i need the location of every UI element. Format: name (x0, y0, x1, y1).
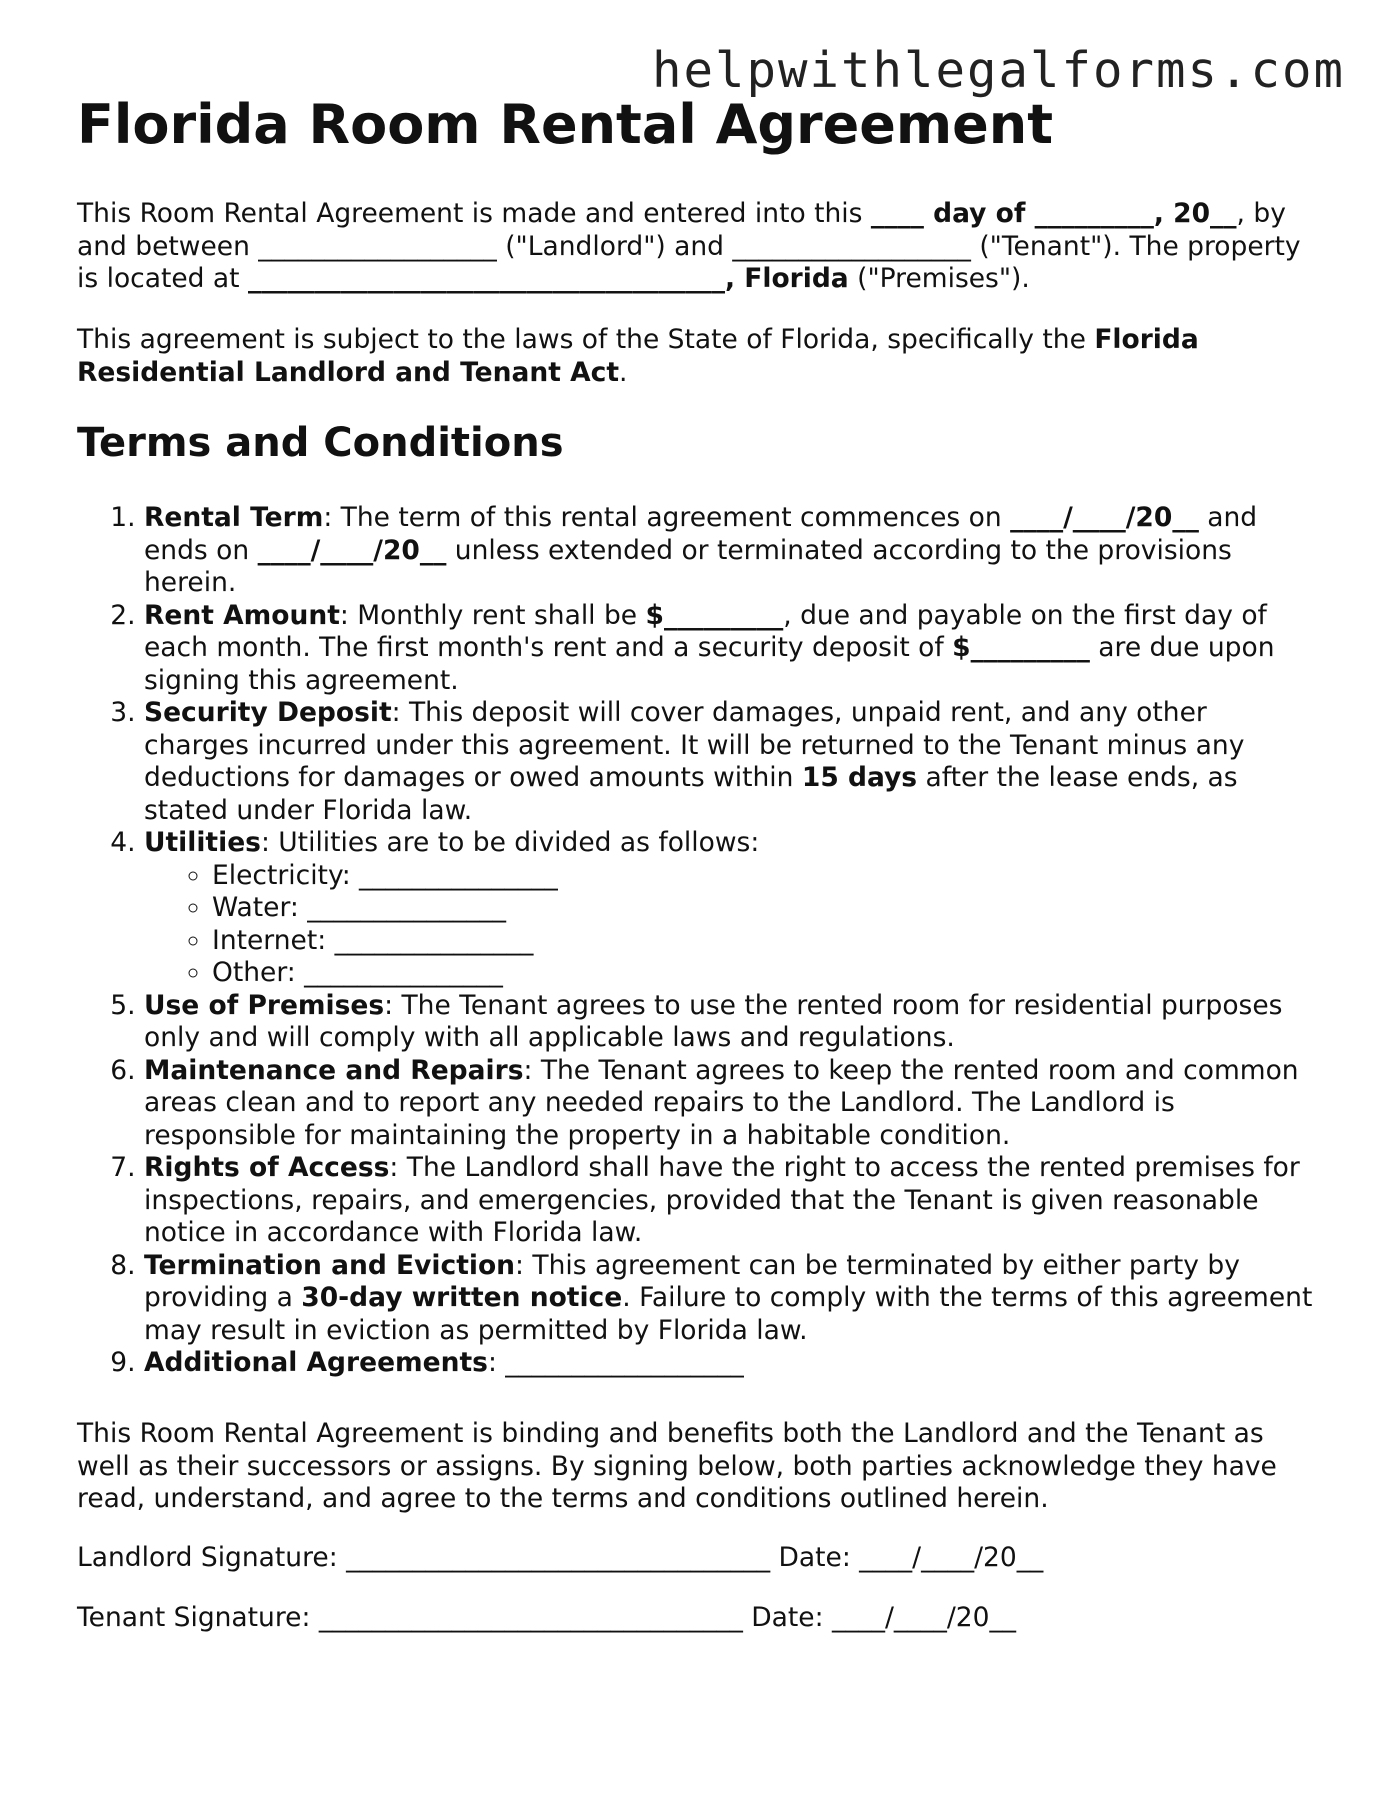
term-text: , due and payable on the first day of each month. The first month's rent and a security deposit of (144, 599, 1267, 663)
tenant-signature-line: Tenant Signature: ________________________________ Date: ____/____/20__ (77, 1602, 1017, 1633)
utility-water: ◦ Water: _______________ (212, 892, 1317, 925)
additional-agreements-blank: : __________________ (487, 1347, 744, 1378)
governing-law-paragraph (77, 324, 1317, 389)
term-rent-amount (144, 600, 1317, 698)
utility-internet: ◦ Internet: _______________ (212, 925, 1317, 958)
utilities-list (144, 860, 1317, 990)
governing-law-text: This agreement is subject to the laws of the State of Florida, specifically the (77, 324, 1095, 355)
term-text: : Monthly rent shall be (339, 599, 646, 631)
term-text: : The Tenant agrees to use the rented room for residential purposes only and will comply with all applicable laws and regulations. (144, 989, 1283, 1053)
term-label: Additional Agreements (144, 1347, 488, 1378)
utility-other: ◦ Other: _______________ (212, 957, 1317, 990)
term-text: are due upon signing this agreement. (144, 632, 1275, 696)
term-utilities (144, 827, 1317, 990)
term-rights-of-access (144, 1152, 1317, 1250)
term-text: : Utilities are to be divided as follows: (260, 827, 760, 858)
period: . (619, 356, 628, 388)
term-security-deposit (144, 697, 1317, 827)
end-date-blank: ____/____/20__ (257, 534, 447, 566)
term-label: Maintenance and Repairs (144, 1054, 524, 1086)
property-address-blank: ____________________________________, Florida (247, 263, 849, 294)
intro-text: This Room Rental Agreement is made and entered into this (77, 198, 871, 229)
premises-text: ("Premises"). (848, 263, 1030, 294)
term-label: Security Deposit (144, 697, 392, 728)
start-date-blank: ____/____/20__ (1010, 502, 1199, 533)
notice-period: 30-day written notice (301, 1282, 623, 1313)
term-text: : This agreement can be terminated by either party by providing a (144, 1249, 1240, 1313)
term-maintenance (144, 1055, 1317, 1153)
watermark: helpwithlegalforms.com (652, 42, 1346, 99)
intro-paragraph (77, 198, 1317, 296)
term-text: : The Landlord shall have the right to access the rented premises for inspections, repairs, and emergencies, provided that the Tenant is given reasonable notice in accordance with Florida law. (144, 1152, 1300, 1248)
parties-text: , by and between __________________ ("Landlord") and __________________ ("Tenant"). The property is located at (77, 198, 1301, 294)
term-text: unless extended or terminated according to the provisions herein. (144, 534, 1232, 598)
terms-list (77, 502, 1317, 1380)
term-label: Use of Premises (144, 989, 385, 1021)
landlord-signature-line: Landlord Signature: ________________________________ Date: ____/____/20__ (77, 1542, 1044, 1573)
page-title: Florida Room Rental Agreement (77, 93, 1054, 156)
term-label: Rights of Access (144, 1152, 390, 1183)
term-label: Utilities (144, 827, 261, 858)
term-text: : The Tenant agrees to keep the rented room and common areas clean and to report any needed repairs to the Landlord. The Landlord is responsible for maintaining the property in a habitable condition. (144, 1054, 1299, 1151)
term-text: . Failure to comply with the terms of this agreement may result in eviction as permitted by Florida law. (144, 1282, 1313, 1346)
term-additional-agreements (144, 1347, 1317, 1380)
term-use-of-premises (144, 990, 1317, 1055)
agreement-date-blank: ____ day of _________, 20__ (870, 198, 1237, 229)
term-text: after the lease ends, as stated under Florida law. (144, 762, 1238, 826)
section-heading: Terms and Conditions (77, 420, 564, 466)
act-name: Florida Residential Landlord and Tenant Act (77, 324, 1199, 388)
security-deposit-blank: $_________ (952, 632, 1090, 663)
term-rental-term (144, 502, 1317, 600)
term-termination (144, 1250, 1317, 1348)
term-text: : This deposit will cover damages, unpaid rent, and any other charges incurred under this agreement. It will be returned to the Tenant minus any deductions for damages or owed amounts within (144, 697, 1245, 793)
term-text: and ends on (144, 502, 1258, 566)
closing-paragraph: This Room Rental Agreement is binding and benefits both the Landlord and the Tenant as well as their successors or assigns. By signing below, both parties acknowledge they have read, understand, and agree to the terms and conditions outlined herein. (77, 1418, 1277, 1514)
term-label: Rent Amount (144, 599, 340, 631)
term-text: : The term of this rental agreement commences on (323, 502, 1011, 533)
term-label: Rental Term (144, 502, 324, 533)
utility-electricity: ◦ Electricity: _______________ (212, 860, 1317, 893)
deposit-return-days: 15 days (801, 762, 918, 793)
monthly-rent-blank: $_________ (645, 599, 784, 631)
term-label: Termination and Eviction (144, 1249, 516, 1281)
